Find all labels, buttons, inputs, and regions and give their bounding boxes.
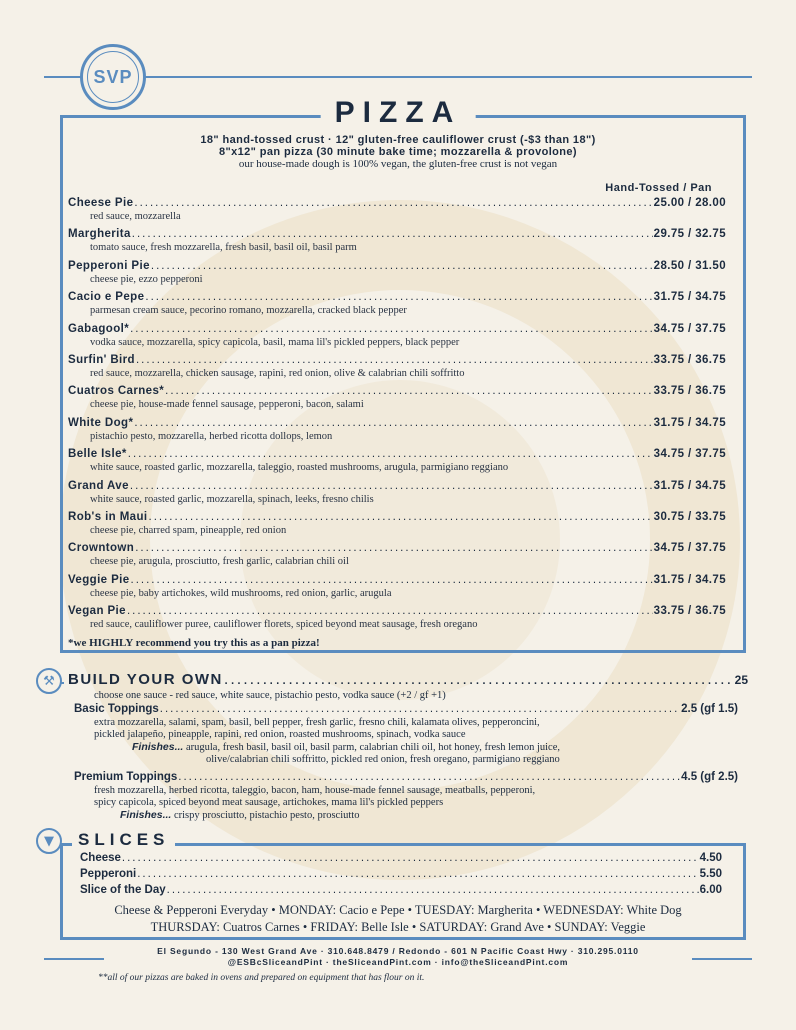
- premium-toppings-price: 4.5 (gf 2.5): [681, 771, 738, 783]
- item-description: cheese pie, ezzo pepperoni: [90, 273, 203, 285]
- item-price: 31.75 / 34.75: [653, 573, 726, 586]
- dough-note: our house-made dough is 100% vegan, the gluten-free crust is not vegan: [238, 158, 558, 170]
- item-name: Margherita: [68, 228, 131, 241]
- price-column-header: Hand-Tossed / Pan: [605, 182, 712, 194]
- menu-item: [68, 196, 726, 227]
- item-description: cheese pie, charred spam, pineapple, red onion: [90, 524, 287, 536]
- leader-dots: [151, 259, 653, 274]
- leader-dots: [122, 850, 699, 866]
- item-description: white sauce, roasted garlic, mozzarella, spinach, leeks, fresno chilis: [90, 493, 374, 505]
- menu-item: [68, 384, 726, 415]
- item-description: pistachio pesto, mozzarella, herbed ricotta dollops, lemon: [90, 430, 333, 442]
- menu-item: [68, 447, 726, 478]
- item-price: 33.75 / 36.75: [653, 605, 726, 618]
- slice-name: Pepperoni: [80, 868, 137, 880]
- slice-price: 4.50: [699, 852, 722, 864]
- footer: [0, 946, 796, 968]
- basic-toppings-price: 2.5 (gf 1.5): [681, 703, 738, 715]
- item-price: 29.75 / 32.75: [653, 228, 726, 241]
- slice-item: [80, 882, 722, 898]
- leader-dots: [160, 702, 680, 717]
- leader-dots: [165, 384, 653, 399]
- item-description: parmesan cream sauce, pecorino romano, mozzarella, cracked black pepper: [90, 305, 407, 317]
- item-name: Surfin' Bird: [68, 353, 135, 366]
- leader-dots: [178, 770, 680, 785]
- daily-specials-line-2: THURSDAY: Cuatros Carnes • FRIDAY: Belle Isle • SATURDAY: Grand Ave • SUNDAY: Veggie: [150, 920, 646, 934]
- item-description: cheese pie, house-made fennel sausage, pepperoni, bacon, salami: [90, 399, 364, 411]
- logo-text: SVP: [87, 51, 139, 103]
- leader-dots: [224, 671, 734, 689]
- slice-price: 6.00: [699, 884, 722, 896]
- slice-name: Cheese: [80, 852, 121, 864]
- item-price: 31.75 / 34.75: [653, 291, 726, 304]
- leader-dots: [136, 353, 653, 368]
- pan-recommendation-note: *we HIGHLY recommend you try this as a pan pizza!: [68, 637, 320, 649]
- item-description: cheese pie, baby artichokes, wild mushrooms, red onion, garlic, arugula: [90, 587, 392, 599]
- leader-dots: [128, 447, 653, 462]
- basic-toppings-list-1: extra mozzarella, salami, spam, basil, bell pepper, fresh garlic, fresno chili, kalamata olives, pepperoncini,: [94, 717, 540, 728]
- leader-dots: [145, 290, 652, 305]
- premium-finishes: [68, 809, 748, 822]
- menu-item: [68, 541, 726, 572]
- item-name: Grand Ave: [68, 479, 129, 492]
- item-name: Belle Isle*: [68, 448, 127, 461]
- basic-finishes-list-2: olive/calabrian chili soffritto, pickled red onion, fresh oregano, parmigiano reggiano: [206, 754, 560, 765]
- byo-price: 25: [734, 673, 748, 687]
- menu-item: [68, 259, 726, 290]
- basic-finishes: [68, 741, 748, 754]
- leader-dots: [130, 479, 653, 494]
- item-name: Cheese Pie: [68, 197, 134, 209]
- item-name: Cuatros Carnes*: [68, 385, 165, 398]
- slice-name: Slice of the Day: [80, 884, 166, 896]
- leader-dots: [134, 196, 652, 211]
- premium-finishes-list: crispy prosciutto, pistachio pesto, prosciutto: [173, 810, 360, 821]
- item-name: Pepperoni Pie: [68, 259, 150, 272]
- menu-item: [68, 416, 726, 447]
- item-description: red sauce, mozzarella: [90, 211, 181, 222]
- finishes-label: Finishes...: [120, 809, 172, 821]
- item-price: 31.75 / 34.75: [653, 416, 726, 429]
- item-price: 33.75 / 36.75: [653, 385, 726, 398]
- item-price: 34.75 / 37.75: [653, 322, 726, 335]
- menu-item: [68, 353, 726, 384]
- item-price: 33.75 / 36.75: [653, 353, 726, 366]
- item-name: Rob's in Maui: [68, 510, 148, 523]
- crust-line-2: 8"x12" pan pizza (30 minute bake time; mozzarella & provolone): [219, 146, 577, 158]
- menu-item: [68, 479, 726, 510]
- basic-toppings-label: Basic Toppings: [74, 703, 159, 715]
- menu-item: [68, 604, 726, 635]
- item-price: 30.75 / 33.75: [653, 510, 726, 523]
- locations-line: El Segundo - 130 West Grand Ave · 310.648.8479 / Redondo - 601 N Pacific Coast Hwy · 310.295.0110: [157, 946, 639, 956]
- pizza-list: [68, 196, 726, 635]
- menu-item: [68, 510, 726, 541]
- item-price: 31.75 / 34.75: [653, 479, 726, 492]
- item-name: White Dog*: [68, 416, 134, 429]
- leader-dots: [135, 541, 652, 556]
- menu-item: [68, 290, 726, 321]
- slice-item: [80, 866, 722, 882]
- item-name: Gabagool*: [68, 322, 130, 335]
- daily-specials-line-1: Cheese & Pepperoni Everyday • MONDAY: Cacio e Pepe • TUESDAY: Margherita • WEDNESDAY: White Dog: [114, 903, 682, 917]
- finishes-label: Finishes...: [132, 741, 184, 753]
- slices-title: SLICES: [72, 830, 175, 850]
- top-divider: [44, 76, 752, 78]
- slice-item: [80, 850, 722, 866]
- daily-specials: [62, 902, 734, 936]
- item-description: red sauce, cauliflower puree, cauliflower florets, spiced beyond meat sausage, fresh oregano: [90, 619, 478, 631]
- byo-sauce-options: choose one sauce - red sauce, white sauce, pistachio pesto, vodka sauce (+2 / gf +1): [94, 690, 446, 701]
- basic-finishes-list-1: arugula, fresh basil, basil oil, basil parm, calabrian chili oil, hot honey, fresh lemon juice,: [185, 742, 560, 753]
- premium-toppings-list-1: fresh mozzarella, herbed ricotta, taleggio, bacon, ham, house-made fennel sausage, meatballs, pepperoni,: [94, 785, 536, 796]
- item-price: 25.00 / 28.00: [653, 197, 726, 209]
- pizza-slice-icon: ▼: [36, 828, 62, 854]
- crust-info: [62, 134, 734, 170]
- slice-price: 5.50: [699, 868, 722, 880]
- leader-dots: [134, 416, 652, 431]
- premium-toppings-label: Premium Toppings: [74, 771, 178, 783]
- item-name: Veggie Pie: [68, 573, 130, 586]
- item-description: white sauce, roasted garlic, mozzarella, taleggio, roasted mushrooms, arugula, parmigiano reggiano: [90, 462, 509, 474]
- menu-item: [68, 227, 726, 258]
- menu-item: [68, 573, 726, 604]
- leader-dots: [149, 510, 653, 525]
- leader-dots: [127, 604, 653, 619]
- basic-toppings-list-2: pickled jalapeño, pineapple, rapini, red onion, roasted mushrooms, spinach, vodka sauce: [94, 729, 466, 740]
- item-description: vodka sauce, mozzarella, spicy capicola, basil, mama lil's pickled peppers, black pepper: [90, 336, 460, 348]
- leader-dots: [131, 573, 653, 588]
- build-your-own-section: [68, 671, 748, 822]
- byo-title: BUILD YOUR OWN: [68, 671, 223, 688]
- item-name: Crowntown: [68, 542, 135, 555]
- leader-dots: [167, 882, 699, 898]
- crust-line-1: 18" hand-tossed crust · 12" gluten-free cauliflower crust (-$3 than 18"): [200, 134, 596, 146]
- item-description: tomato sauce, fresh mozzarella, fresh basil, basil oil, basil parm: [90, 242, 357, 254]
- brand-logo: [80, 44, 146, 110]
- tools-icon: ⚒: [36, 668, 62, 694]
- leader-dots: [130, 322, 653, 337]
- contact-line: @ESBcSliceandPint · theSliceandPint.com · info@theSliceandPint.com: [227, 957, 569, 967]
- page-title: PIZZA: [321, 96, 476, 130]
- premium-toppings-list-2: spicy capicola, spiced beyond meat sausage, artichokes, mama lil's pickled peppers: [94, 797, 444, 808]
- item-price: 34.75 / 37.75: [653, 448, 726, 461]
- item-description: cheese pie, arugula, prosciutto, fresh garlic, calabrian chili oil: [90, 556, 349, 568]
- item-name: Vegan Pie: [68, 605, 126, 618]
- menu-item: [68, 322, 726, 353]
- item-name: Cacio e Pepe: [68, 291, 145, 304]
- leader-dots: [132, 227, 653, 242]
- leader-dots: [137, 866, 698, 882]
- item-description: red sauce, mozzarella, chicken sausage, rapini, red onion, olive & calabrian chili soffritto: [90, 367, 465, 379]
- slices-list: [80, 850, 722, 898]
- item-price: 34.75 / 37.75: [653, 542, 726, 555]
- item-price: 28.50 / 31.50: [653, 259, 726, 272]
- allergen-disclaimer: **all of our pizzas are baked in ovens and prepared on equipment that has flour on it.: [98, 973, 425, 983]
